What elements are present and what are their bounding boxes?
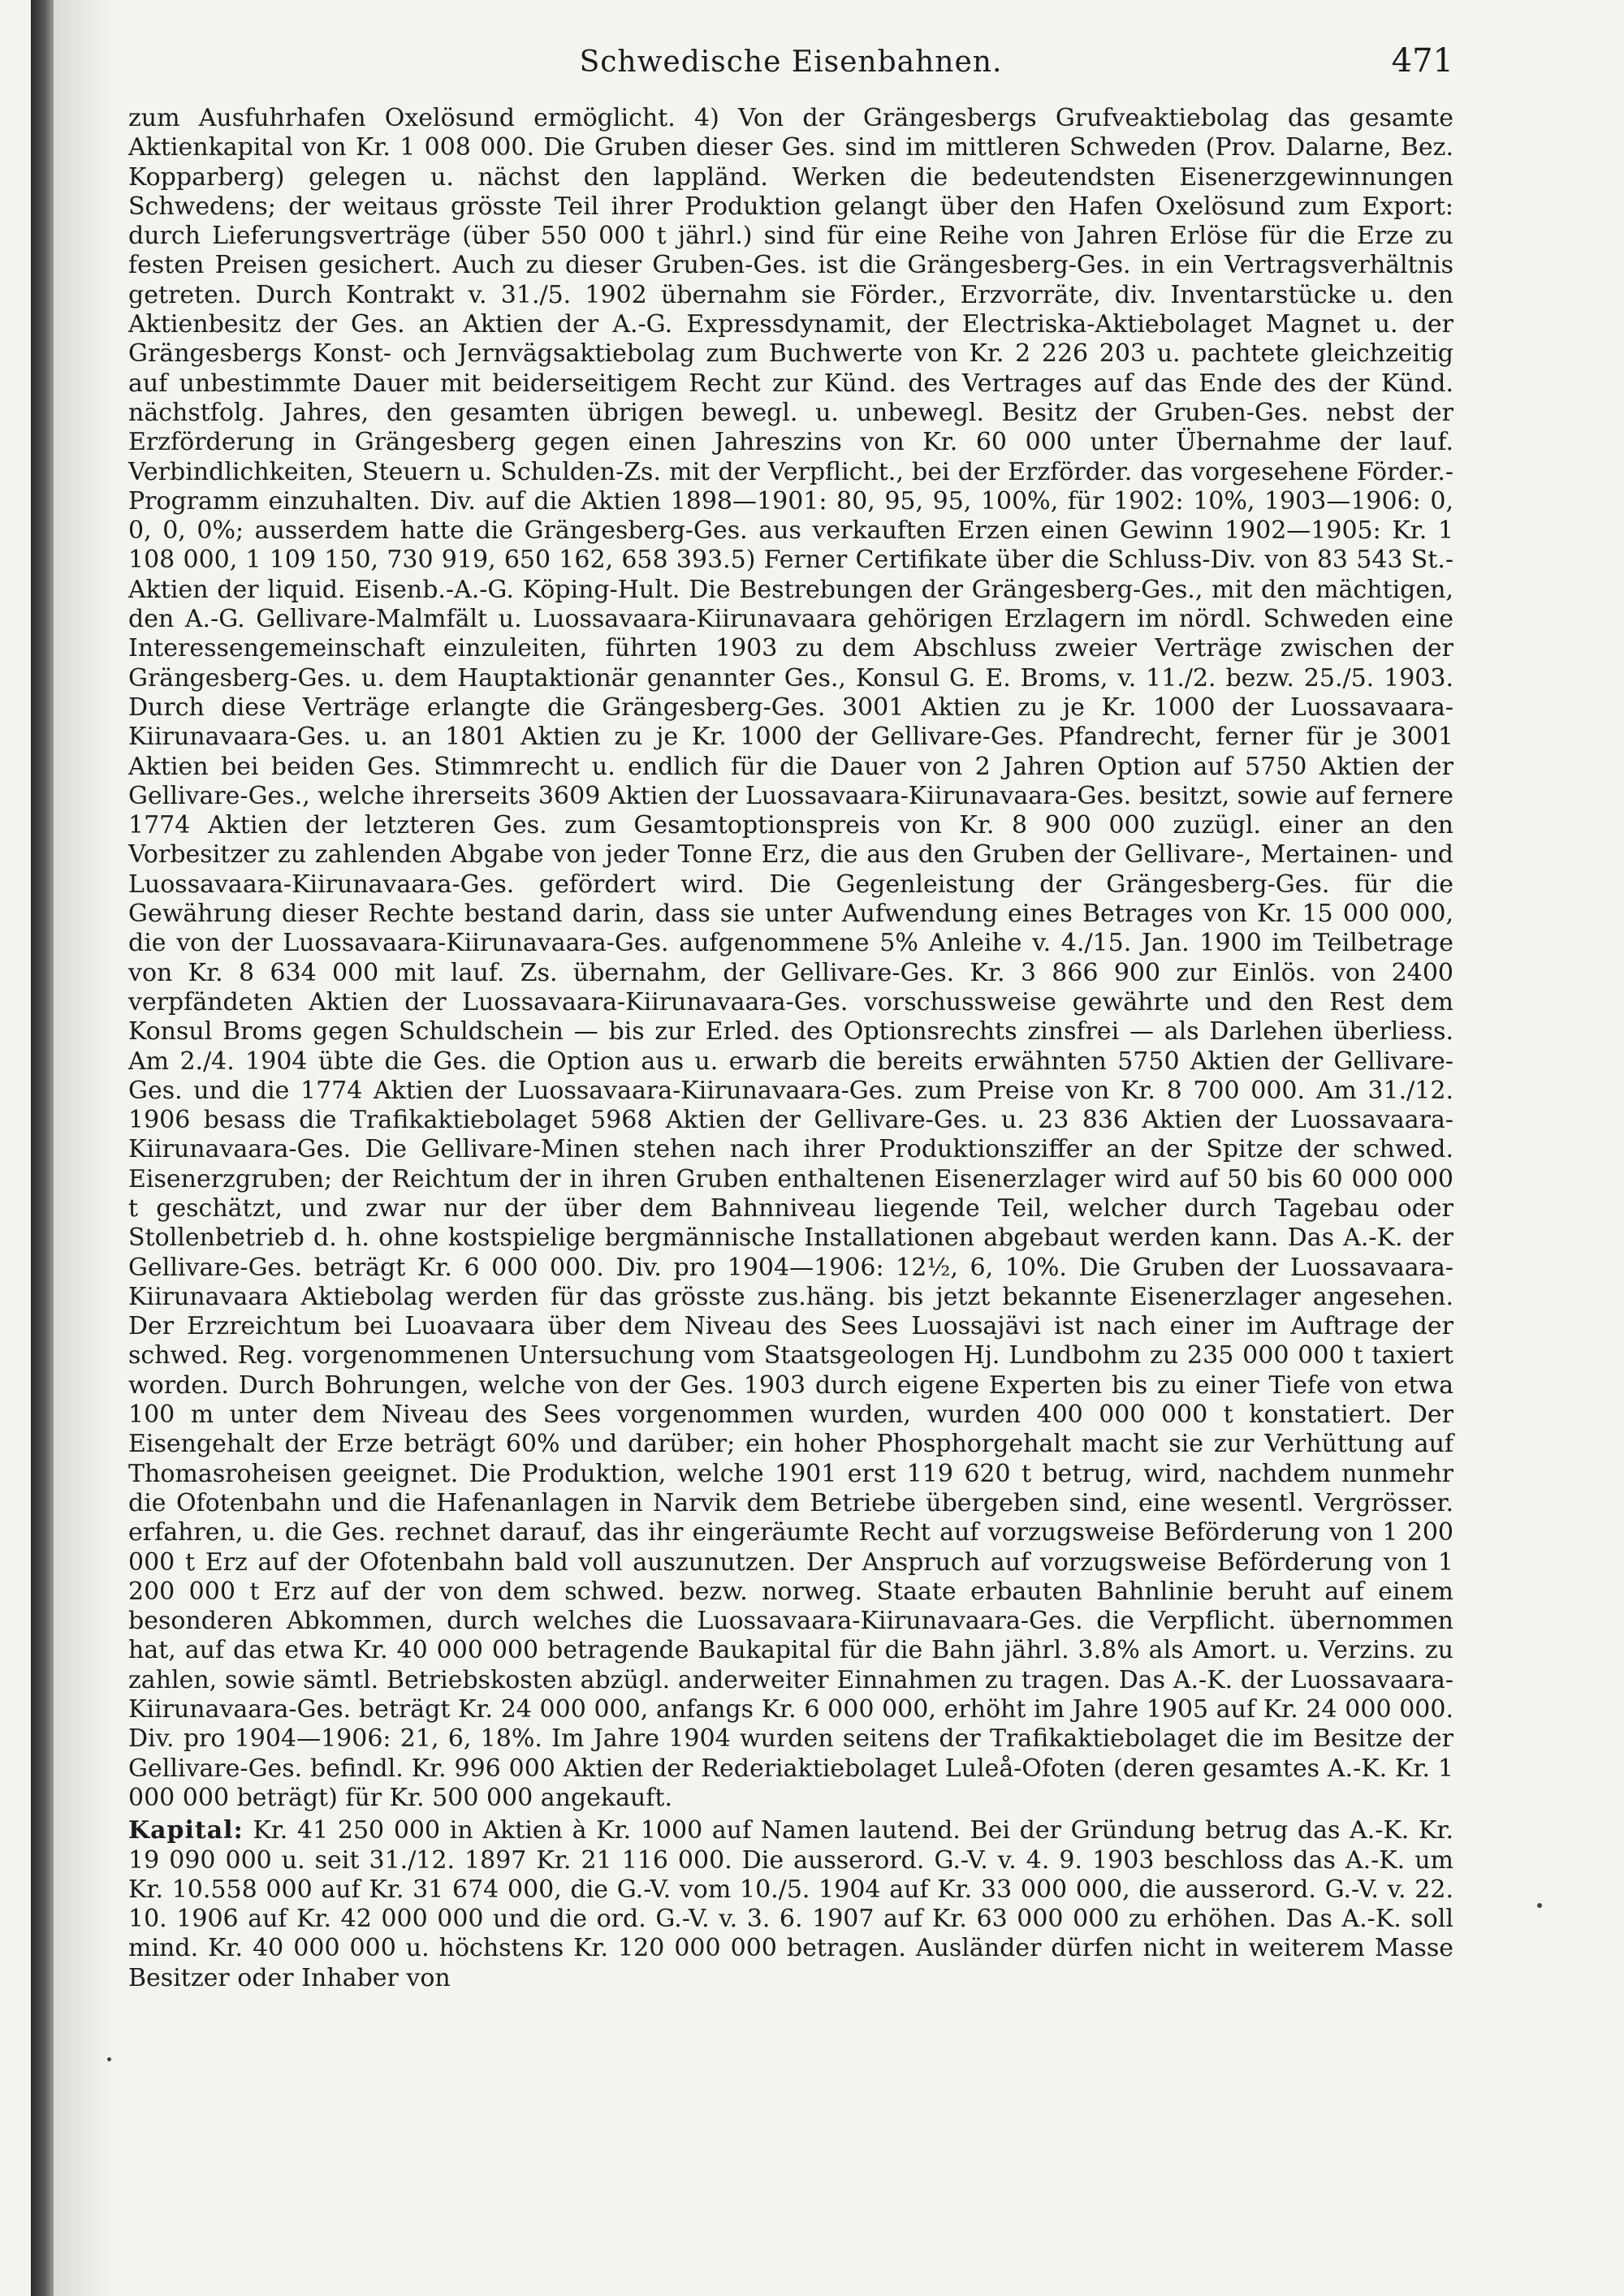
running-header [128,37,1453,86]
page-title: Schwedische Eisenbahnen. [579,45,1003,79]
scan-speck [1537,1903,1542,1908]
page-number: 471 [1391,42,1453,80]
kapital-text: Kr. 41 250 000 in Aktien à Kr. 1000 auf Namen lautend. Bei der Gründung betrug das A.-K. Kr. 19 090 000 u. seit 31./12. 1897 Kr. 21 116 000. Die ausserord. G.-V. v. 4. 9. 1903 beschloss das A.-K. um Kr. 10.558 000 auf Kr. 31 674 000, die G.-V. vom 10./5. 1904 auf Kr. 33 000 000, die ausserord. G.-V. v. 22. 10. 1906 auf Kr. 42 000 000 und die ord. G.-V. v. 3. 6. 1907 auf Kr. 63 000 000 zu erhöhen. Das A.-K. soll mind. Kr. 40 000 000 u. höchstens Kr. 120 000 000 betragen. Ausländer dürfen nicht in weiterem Masse Besitzer oder Inhaber von [128,1816,1453,1992]
paragraph-mining-companies: zum Ausfuhrhafen Oxelösund ermöglicht. 4) Von der Grängesbergs Grufveaktiebolag das gesamte Aktienkapital von Kr. 1 008 000. Die Gruben dieser Ges. sind im mittleren Schweden (Prov. Dalarne, Bez. Kopparberg) gelegen u. nächst den lappländ. Werken die bedeutendsten Eisenerzgewinnungen Schwedens; der weitaus grösste Teil ihrer Produktion gelangt über den Hafen Oxelösund zum Export: durch Lieferungsverträge (über 550 000 t jährl.) sind für eine Reihe von Jahren Erlöse für die Erze zu festen Preisen gesichert. Auch zu dieser Gruben-Ges. ist die Grängesberg-Ges. in ein Vertragsverhältnis getreten. Durch Kontrakt v. 31./5. 1902 übernahm sie Förder., Erzvorräte, div. Inventarstücke u. den Aktienbesitz der Ges. an Aktien der A.-G. Expressdynamit, der Electriska-Aktiebolaget Magnet u. der Grängesbergs Konst- och Jernvägsaktiebolag zum Buchwerte von Kr. 2 226 203 u. pachtete gleichzeitig auf unbestimmte Dauer mit beiderseitigem Recht zur Künd. des Vertrages auf das Ende des der Künd. nächstfolg. Jahres, den gesamten übrigen bewegl. u. unbewegl. Besitz der Gruben-Ges. nebst der Erzförderung in Grängesberg gegen einen Jahreszins von Kr. 60 000 unter Übernahme der lauf. Verbindlichkeiten, Steuern u. Schulden-Zs. mit der Verpflicht., bei der Erzförder. das vorgesehene Förder.-Programm einzuhalten. Div. auf die Aktien 1898—1901: 80, 95, 95, 100%, für 1902: 10%, 1903—1906: 0, 0, 0, 0%; ausserdem hatte die Grängesberg-Ges. aus verkauften Erzen einen Gewinn 1902—1905: Kr. 1 108 000, 1 109 150, 730 919, 650 162, 658 393.5) Ferner Certifikate über die Schluss-Div. von 83 543 St.-Aktien der liquid. Eisenb.-A.-G. Köping-Hult. Die Bestrebungen der Grängesberg-Ges., mit den mächtigen, den A.-G. Gellivare-Malmfält u. Luossavaara-Kiirunavaara gehörigen Erzlagern im nördl. Schweden eine Interessengemeinschaft einzuleiten, führten 1903 zu dem Abschluss zweier Verträge zwischen der Grängesberg-Ges. u. dem Hauptaktionär genannter Ges., Konsul G. E. Broms, v. 11./2. bezw. 25./5. 1903. Durch diese Verträge erlangte die Grängesberg-Ges. 3001 Aktien zu je Kr. 1000 der Luossavaara-Kiirunavaara-Ges. u. an 1801 Aktien zu je Kr. 1000 der Gellivare-Ges. Pfandrecht, ferner für je 3001 Aktien bei beiden Ges. Stimmrecht u. endlich für die Dauer von 2 Jahren Option auf 5750 Aktien der Gellivare-Ges., welche ihrerseits 3609 Aktien der Luossavaara-Kiirunavaara-Ges. besitzt, sowie auf fernere 1774 Aktien der letzteren Ges. zum Gesamtoptionspreis von Kr. 8 900 000 zuzügl. einer an den Vorbesitzer zu zahlenden Abgabe von jeder Tonne Erz, die aus den Gruben der Gellivare-, Mertainen- und Luossavaara-Kiirunavaara-Ges. gefördert wird. Die Gegenleistung der Grängesberg-Ges. für die Gewährung dieser Rechte bestand darin, dass sie unter Aufwendung eines Betrages von Kr. 15 000 000, die von der Luossavaara-Kiirunavaara-Ges. aufgenommene 5% Anleihe v. 4./15. Jan. 1900 im Teilbetrage von Kr. 8 634 000 mit lauf. Zs. übernahm, der Gellivare-Ges. Kr. 3 866 900 zur Einlös. von 2400 verpfändeten Aktien der Luossavaara-Kiirunavaara-Ges. vorschussweise gewährte und den Rest dem Konsul Broms gegen Schuldschein — bis zur Erled. des Optionsrechts zinsfrei — als Darlehen überliess. Am 2./4. 1904 übte die Ges. die Option aus u. erwarb die bereits erwähnten 5750 Aktien der Gellivare-Ges. und die 1774 Aktien der Luossavaara-Kiirunavaara-Ges. zum Preise von Kr. 8 700 000. Am 31./12. 1906 besass die Trafikaktiebolaget 5968 Aktien der Gellivare-Ges. u. 23 836 Aktien der Luossavaara-Kiirunavaara-Ges. Die Gellivare-Minen stehen nach ihrer Produktionsziffer an der Spitze der schwed. Eisenerzgruben; der Reichtum der in ihren Gruben enthaltenen Eisenerzlager wird auf 50 bis 60 000 000 t geschätzt, und zwar nur der über dem Bahnniveau liegende Teil, welcher durch Tagebau oder Stollenbetrieb d. h. ohne kostspielige bergmännische Installationen abgebaut werden kann. Das A.-K. der Gellivare-Ges. beträgt Kr. 6 000 000. Div. pro 1904—1906: 12½, 6, 10%. Die Gruben der Luossavaara-Kiirunavaara Aktiebolag werden für das grösste zus.häng. bis jetzt bekannte Eisenerzlager angesehen. Der Erzreichtum bei Luoavaara über dem Niveau des Sees Luossajävi ist nach einer im Auftrage der schwed. Reg. vorgenommenen Untersuchung vom Staatsgeologen Hj. Lundbohm zu 235 000 000 t taxiert worden. Durch Bohrungen, welche von der Ges. 1903 durch eigene Experten bis zu einer Tiefe von etwa 100 m unter dem Niveau des Sees vorgenommen wurden, wurden 400 000 000 t konstatiert. Der Eisengehalt der Erze beträgt 60% und darüber; ein hoher Phosphorgehalt macht sie zur Verhüttung auf Thomasroheisen geeignet. Die Produktion, welche 1901 erst 119 620 t betrug, wird, nachdem nunmehr die Ofotenbahn und die Hafenanlagen in Narvik dem Betriebe übergeben sind, eine wesentl. Vergrösser. erfahren, u. die Ges. rechnet darauf, das ihr eingeräumte Recht auf vorzugsweise Beförderung von 1 200 000 t Erz auf der Ofotenbahn bald voll auszunutzen. Der Anspruch auf vorzugsweise Beförderung von 1 200 000 t Erz auf der von dem schwed. bezw. norweg. Staate erbauten Bahnlinie beruht auf einem besonderen Abkommen, durch welches die Luossavaara-Kiirunavaara-Ges. die Verpflicht. übernommen hat, auf das etwa Kr. 40 000 000 betragende Baukapital für die Bahn jährl. 3.8% als Amort. u. Verzins. zu zahlen, sowie sämtl. Betriebskosten abzügl. anderweiter Einnahmen zu tragen. Das A.-K. der Luossavaara-Kiirunavaara-Ges. beträgt Kr. 24 000 000, anfangs Kr. 6 000 000, erhöht im Jahre 1905 auf Kr. 24 000 000. Div. pro 1904—1906: 21, 6, 18%. Im Jahre 1904 wurden seitens der Trafikaktiebolaget die im Besitze der Gellivare-Ges. befindl. Kr. 996 000 Aktien der Rederiaktiebolaget Luleå-Ofoten (deren gesamtes A.-K. Kr. 1 000 000 beträgt) für Kr. 500 000 angekauft. [128,104,1453,1812]
body-text [128,104,1453,1993]
book-binding-edge [31,0,54,2296]
kapital-label: Kapital: [128,1816,244,1845]
paragraph-kapital [128,1816,1453,1993]
scan-speck [107,2057,111,2061]
book-page [128,37,1453,1993]
binding-shadow [54,0,110,2296]
